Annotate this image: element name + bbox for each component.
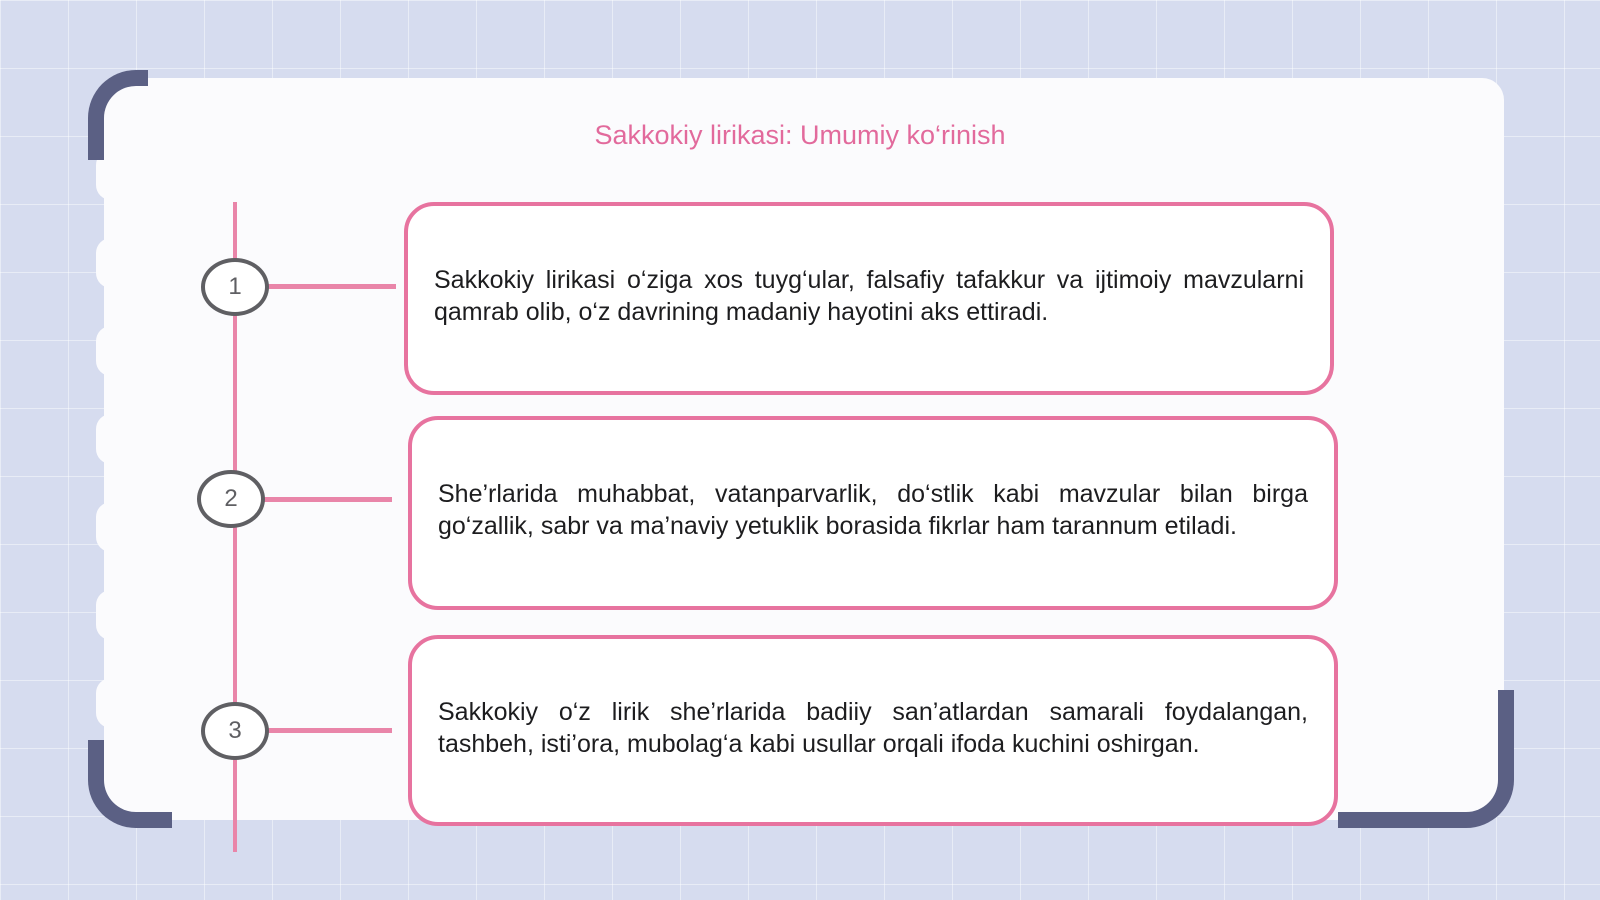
card-scallop — [96, 590, 126, 640]
step-2-box — [408, 416, 1338, 610]
step-1-connector — [266, 284, 396, 289]
card-scallop — [96, 678, 126, 728]
card-scallop — [96, 502, 126, 552]
step-1-box — [404, 202, 1334, 395]
step-3-text: Sakkokiy o‘z lirik she’rlarida badiiy san’atlardan samarali foydalangan, tashbeh, isti’ora, mubolag‘a kabi usullar orqali ifoda kuchini oshirgan. — [438, 697, 1308, 758]
step-1-number: 1 — [228, 273, 242, 300]
card-scallop — [96, 414, 126, 464]
step-2-connector — [262, 497, 392, 502]
step-3-number-circle — [201, 702, 269, 760]
step-3-connector — [266, 728, 392, 733]
frame-corner-bottom-right — [1338, 690, 1514, 828]
card-scallop — [96, 326, 126, 376]
step-3-number: 3 — [228, 717, 242, 744]
step-1-text: Sakkokiy lirikasi o‘ziga xos tuyg‘ular, falsafiy tafakkur va ijtimoiy mavzularni qamrab olib, o‘z davrining madaniy hayotini aks ettiradi. — [434, 265, 1304, 326]
frame-corner-bottom-left — [88, 740, 172, 828]
step-3-box — [408, 635, 1338, 826]
step-1-number-circle — [201, 258, 269, 316]
step-2-text: She’rlarida muhabbat, vatanparvarlik, do‘stlik kabi mavzular bilan birga go‘zallik, sabr va ma’naviy yetuklik borasida fikrlar ham tarannum etiladi. — [438, 480, 1308, 540]
card-scallop — [96, 238, 126, 288]
step-2-number: 2 — [224, 485, 238, 512]
slide-title: Sakkokiy lirikasi: Umumiy ko‘rinish — [594, 120, 1006, 150]
step-2-number-circle — [197, 470, 265, 528]
